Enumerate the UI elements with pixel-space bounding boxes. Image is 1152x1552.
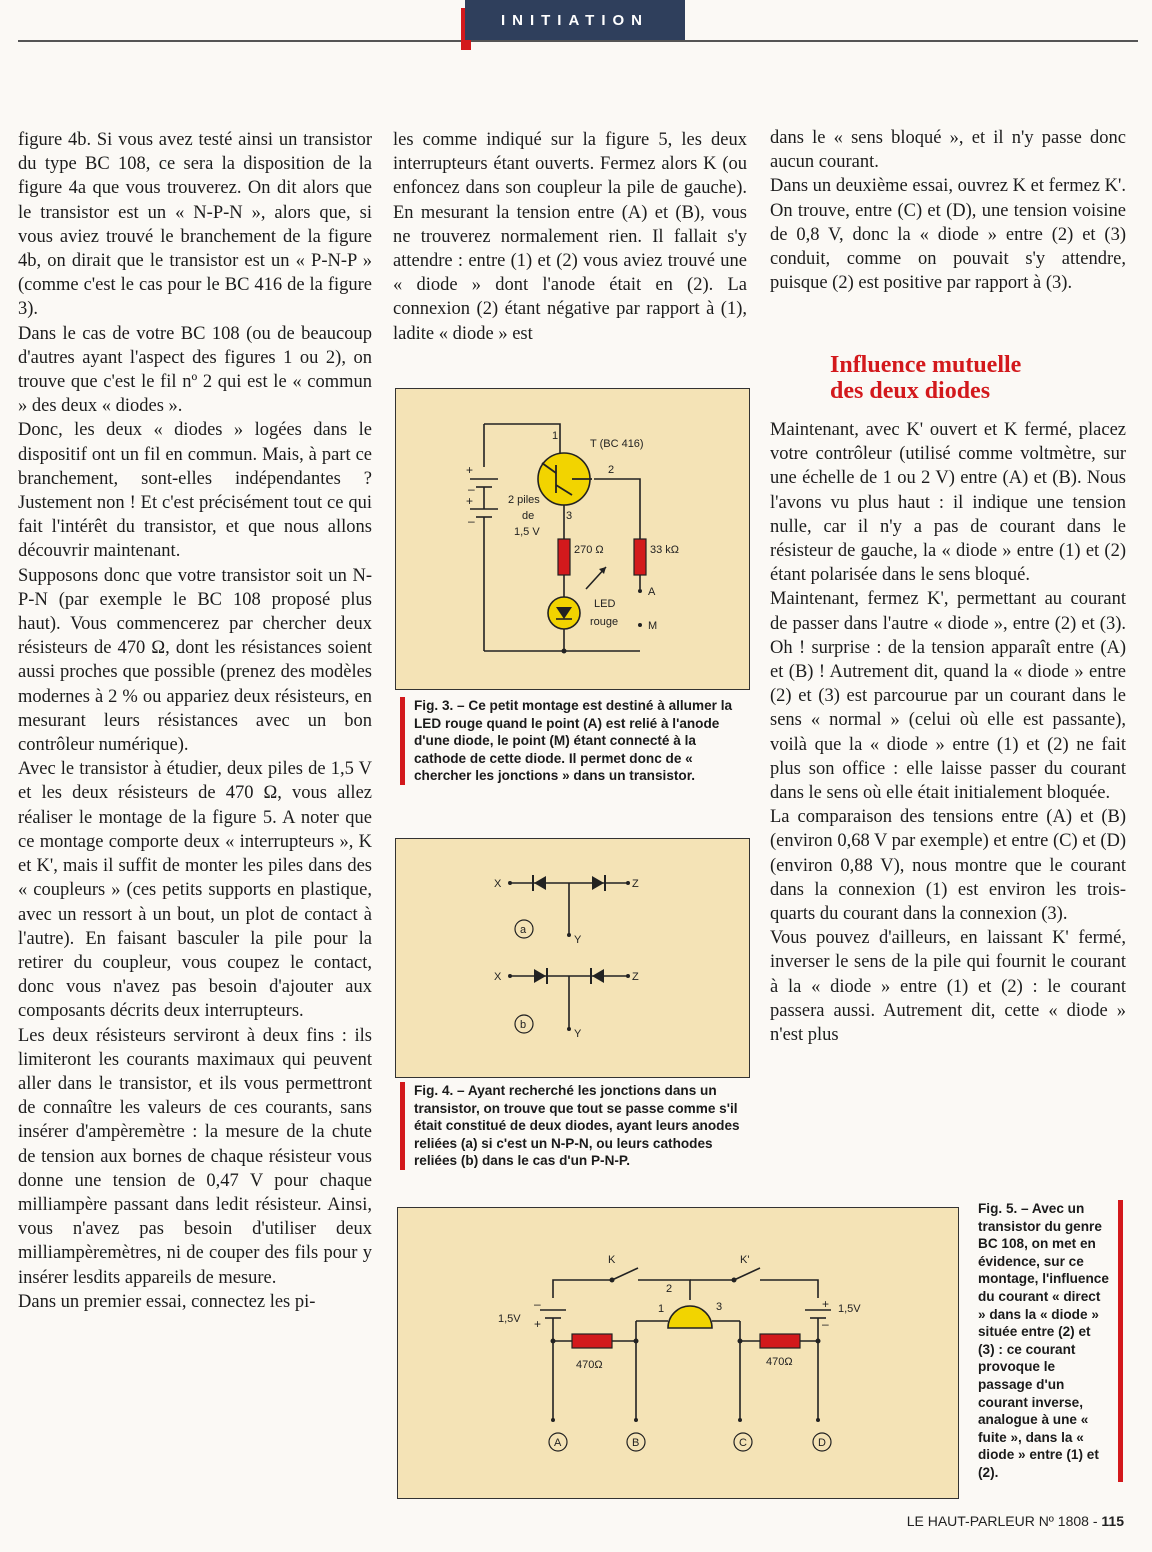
paragraph: La comparaison des tensions entre (A) et (B) (environ 0,68 V par exemple) et entre (C) et (D) (environ 0,88 V), nous montre que le courant dans la connexion (1) est environ les trois-quarts du courant dans la connexion (3). <box>770 807 1126 925</box>
section-tab: INITIATION <box>465 0 685 40</box>
terminal-label: Y <box>574 1028 582 1040</box>
point-label: M <box>648 620 658 632</box>
figure-5-circuit <box>397 1207 959 1499</box>
switch-label: K <box>608 1254 616 1266</box>
pin-label: 3 <box>716 1301 723 1313</box>
svg-text:+: + <box>466 494 474 508</box>
measure-point-label: D <box>818 1437 826 1449</box>
figure-4-schematic <box>396 839 749 1077</box>
paragraph: Dans un premier essai, connectez les pi- <box>18 1291 316 1312</box>
resistor-label: 470Ω <box>766 1356 793 1368</box>
point-label: A <box>648 586 656 598</box>
pin-label: 2 <box>608 464 615 476</box>
figure-4-diagram <box>395 838 750 1078</box>
paragraph: Maintenant, avec K' ouvert et K fermé, placez votre contrôleur (utilisé comme voltmètre, sur une échelle de 1 ou 2 V) entre (A) et (B). Nous l'avons vu plus haut : il indique une tension nulle, car il n'y a pas de courant dans le résisteur de gauche, la « diode » entre (1) et (2) étant polarisée dans le sens bloqué. <box>770 420 1126 586</box>
led-label: rouge <box>590 616 619 628</box>
heading-line: des deux diodes <box>830 378 991 404</box>
text-column-3-top <box>770 126 1126 295</box>
resistor-label: 33 kΩ <box>650 544 680 556</box>
measure-point-label: A <box>554 1437 562 1449</box>
voltage-label: 1,5V <box>838 1303 861 1315</box>
measure-point-label: B <box>632 1437 640 1449</box>
terminal-label: Y <box>574 934 582 946</box>
variant-label: a <box>520 924 527 936</box>
svg-text:–: – <box>822 1317 829 1331</box>
top-rule <box>18 40 1138 42</box>
paragraph: Maintenant, fermez K', permettant au courant de passer dans l'autre « diode », entre (2) et (3). Oh ! surprise : de la tension apparaît entre (A) et (B) ! Autrement dit, quand la « diode » entre (2) et (3) est parcourue par un courant dans le sens « normal » (celui où elle est passante), voilà que la « diode » entre (1) et (2) ne fait plus son office : elle laisse passer du courant dans le sens où elle était initialement bloquée. <box>770 589 1126 804</box>
switch-label: K' <box>740 1254 750 1266</box>
voltage-label: 1,5V <box>498 1313 521 1325</box>
paragraph: Vous pouvez d'ailleurs, en laissant K' fermé, inverser le sens de la pile qui fournit le courant à la « diode » entre (1) et (2) : le courant passera aussi. Autrement dit, cette « diode » n'est plus <box>770 928 1126 1046</box>
terminal-label: X <box>494 971 502 983</box>
svg-text:–: – <box>468 514 475 528</box>
figure-3-diagram <box>396 389 749 689</box>
svg-text:+: + <box>822 1297 830 1311</box>
paragraph: Donc, les deux « diodes » logées dans le dispositif ont un fil en commun. Mais, à part ce branchement, sont-elles indépendantes ? Justement non ! Et c'est précisément tout ce qui fait l'intérêt du transistor, et que nous allons découvrir maintenant. <box>18 420 372 562</box>
paragraph: Supposons donc que votre transistor soit un N-P-N (par exemple le BC 108 proposé plus haut). Vous commencerez par chercher deux résisteurs de 470 Ω, dont les résistances soient aussi proches que possible (prenez des modèles modernes à 2 % ou appariez deux résisteurs, en mesurant leurs résistances avec un bon contrôleur numérique). <box>18 565 372 756</box>
paragraph: les comme indiqué sur la figure 5, les deux interrupteurs étant ouverts. Fermez alors K (ou enfoncez dans son coupleur la pile de gauche). En mesurant la tension entre (A) et (B), vous ne trouverez normalement rien. Il fallait s'y attendre : entre (1) et (2) vous aviez trouvé une « diode » dont l'anode était en (2). La connexion (2) étant négative par rapport à (1), ladite « diode » est <box>393 130 747 344</box>
heading-line: Influence mutuelle <box>830 352 1022 378</box>
transistor-label: T (BC 416) <box>590 438 644 450</box>
resistor-label: 270 Ω <box>574 544 604 556</box>
figure-5-caption: Fig. 5. – Avec un transistor du genre BC 108, on met en évidence, sur ce montage, l'influence du courant « direct » dans la « diode » située entre (2) et (3) : ce courant provoque le passage d'un courant inverse, analogue à une « fuite », dans la « diode » entre (1) et (2). <box>978 1200 1123 1482</box>
paragraph: Les deux résisteurs serviront à deux fins : ils limiteront les courants maximaux qui peuvent aller dans le transistor, et ils vous permettront de connaître les valeurs de ces courants, sans insérer d'ampèremètre : la mesure de la chute de tension aux bornes de chaque résisteur vous donne une tension de 0,47 V pour chaque milliampère passant dans ledit résisteur. Ainsi, vous n'avez pas besoin d'utiliser deux milliampèremètres, ni de couper des fils pour y insérer lesdits appareils de mesure. <box>18 1025 372 1288</box>
paragraph: figure 4b. Si vous avez testé ainsi un transistor du type BC 108, ce sera la disposition de la figure 4a que vous trouverez. On dit alors que le transistor est un « N-P-N », alors que, si vous aviez trouvé le branchement de la figure 4b, on dirait que le transistor est un « P-N-P » (comme c'est le cas pour le BC 416 de la figure 3). <box>18 130 372 320</box>
magazine-name: LE HAUT-PARLEUR Nº 1808 - <box>906 1513 1098 1529</box>
terminal-label: Z <box>632 971 639 983</box>
figure-4-caption: Fig. 4. – Ayant recherché les jonctions dans un transistor, on trouve que tout se passe comme s'il était constitué de deux diodes, ayant leurs anodes reliées (a) si c'est un N-P-N, ou leurs cathodes reliées (b) dans le cas d'un P-N-P. <box>400 1082 757 1170</box>
svg-text:–: – <box>468 482 475 496</box>
figure-5-diagram <box>398 1208 958 1498</box>
paragraph: Avec le transistor à étudier, deux piles de 1,5 V et les deux résisteurs de 470 Ω, vous allez réaliser le montage de la figure 5. A noter que ce montage comporte deux « interrupteurs », K et K', mais il suffit de monter les piles dans des « coupleurs » (ces petits supports en plastique, avec un ressort à un bout, un plot de contact à l'autre). En faisant basculer la pile pour la retirer du coupleur, vous coupez le contact, donc vous n'avez pas besoin d'ajouter aux composants décrits deux interrupteurs. <box>18 759 372 1022</box>
led-label: LED <box>594 598 616 610</box>
variant-label: b <box>520 1019 527 1031</box>
pin-label: 1 <box>552 430 559 442</box>
svg-text:–: – <box>534 1297 541 1311</box>
pin-label: 3 <box>566 510 573 522</box>
svg-text:+: + <box>466 463 474 477</box>
text-column-1 <box>18 128 372 1314</box>
battery-label: de <box>522 510 535 522</box>
text-column-2 <box>393 128 747 346</box>
pin-label: 1 <box>658 1303 665 1315</box>
figure-3-caption: Fig. 3. – Ce petit montage est destiné à allumer la LED rouge quand le point (A) est relié à l'anode d'une diode, le point (M) étant connecté à la cathode de cette diode. Il permet donc de « chercher les jonctions » dans un transistor. <box>400 697 749 785</box>
figure-3-circuit <box>395 388 750 690</box>
paragraph: dans le « sens bloqué », et il n'y passe donc aucun courant. <box>770 128 1126 173</box>
terminal-label: X <box>494 878 502 890</box>
page-footer <box>907 1513 1124 1529</box>
measure-point-label: C <box>739 1437 747 1449</box>
section-heading <box>830 352 1110 404</box>
paragraph: Dans le cas de votre BC 108 (ou de beaucoup d'autres ayant l'aspect des figures 1 ou 2), on trouve que c'est le fil nº 2 qui est le « commun » des deux « diodes ». <box>18 323 372 417</box>
svg-text:+: + <box>534 1317 542 1331</box>
paragraph: Dans un deuxième essai, ouvrez K et fermez K'. On trouve, entre (C) et (D), une tension voisine de 0,8 V, donc la « diode » entre (2) et (3) conduit, comme on pouvait s'y attendre, puisque (2) est positive par rapport à (3). <box>770 176 1126 294</box>
battery-label: 2 piles <box>508 494 540 506</box>
battery-label: 1,5 V <box>514 526 540 538</box>
page-number: 115 <box>1101 1513 1124 1529</box>
resistor-label: 470Ω <box>576 1359 603 1371</box>
pin-label: 2 <box>666 1283 673 1295</box>
terminal-label: Z <box>632 878 639 890</box>
text-column-3-bottom <box>770 418 1126 1047</box>
